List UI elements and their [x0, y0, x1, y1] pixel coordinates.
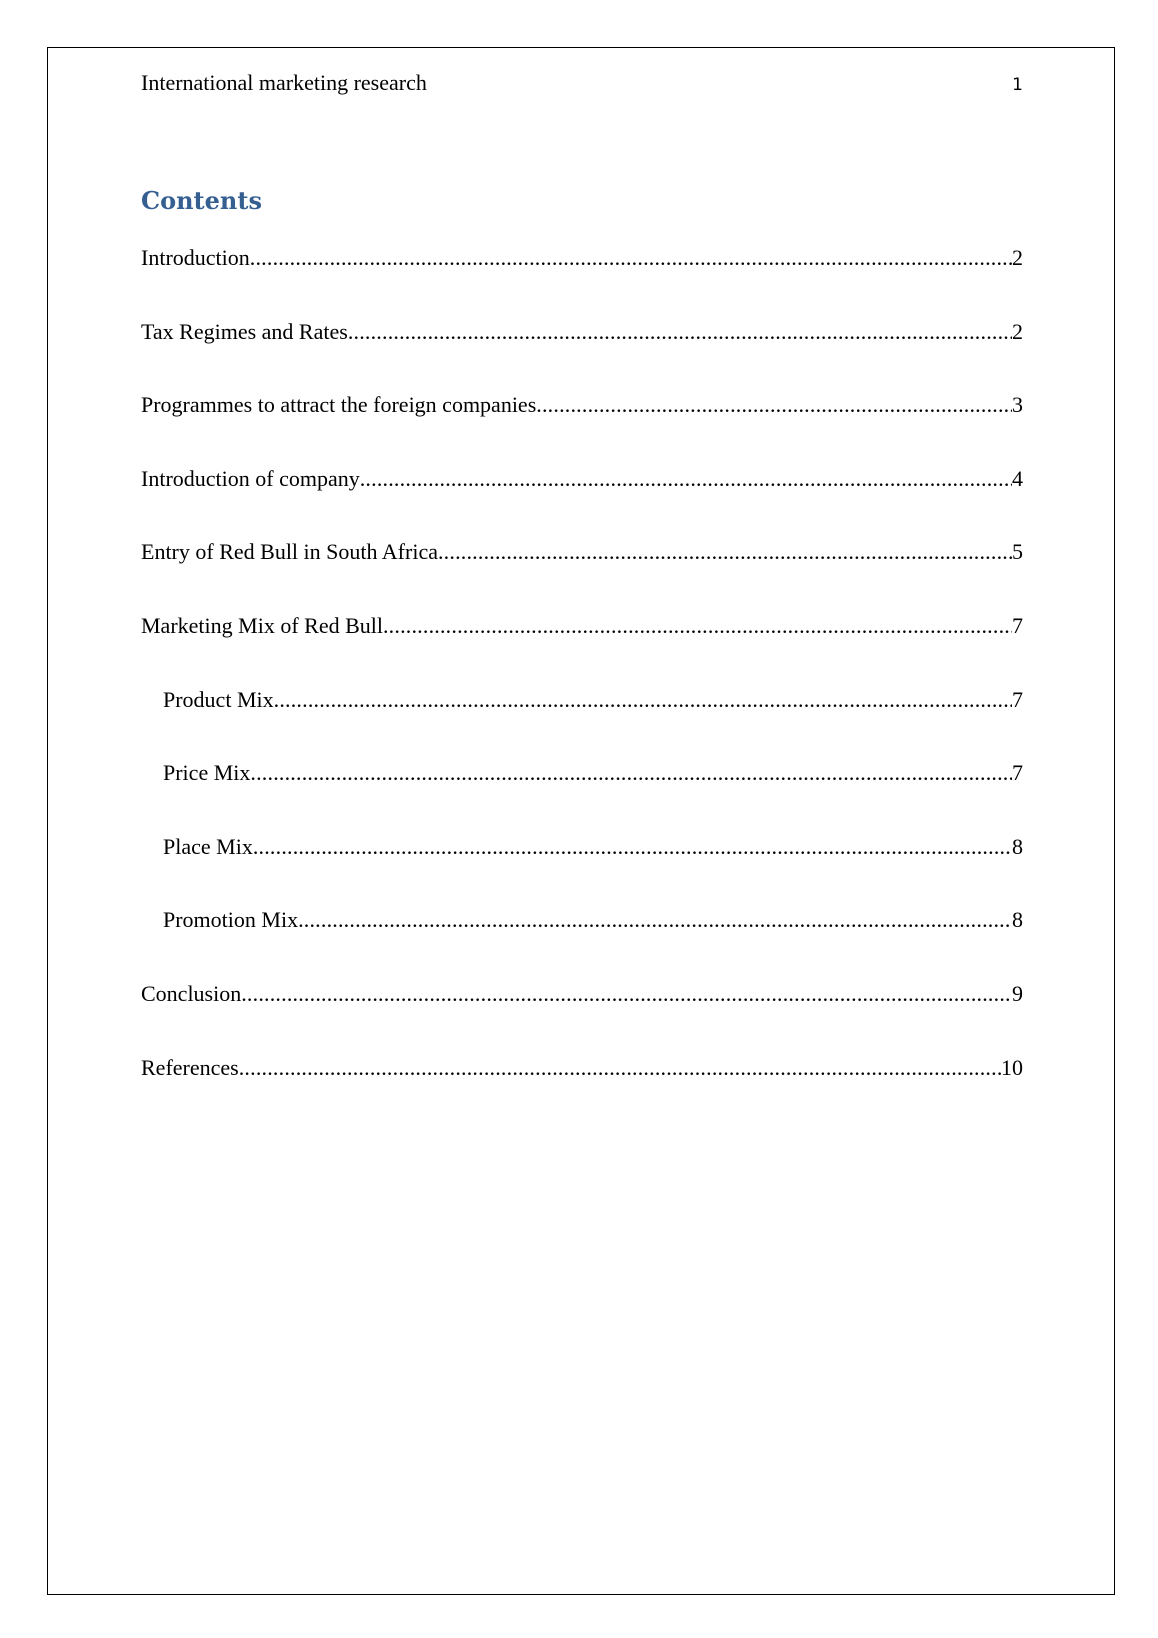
- toc-entry-page: 8: [1012, 907, 1023, 933]
- toc-entry-page: 7: [1012, 686, 1023, 712]
- toc-entry-marketing-mix[interactable]: [141, 611, 1023, 641]
- toc-dot-leader: [253, 832, 1012, 862]
- toc-entry-title: Introduction of company: [141, 465, 360, 491]
- toc-entry-title: Price Mix: [163, 760, 251, 786]
- toc-dot-leader: [239, 1053, 1001, 1083]
- toc-dot-leader: [360, 464, 1012, 494]
- toc-entry-tax-regimes-and-rates[interactable]: [141, 317, 1023, 347]
- toc-dot-leader: [298, 905, 1012, 935]
- toc-entry-page: 10: [1001, 1054, 1023, 1080]
- toc-entry-entry-of-red-bull[interactable]: [141, 537, 1023, 567]
- toc-dot-leader: [274, 685, 1012, 715]
- toc-entry-title: Tax Regimes and Rates: [141, 318, 348, 344]
- toc-entry-title: Product Mix: [163, 686, 274, 712]
- toc-dot-leader: [348, 317, 1012, 347]
- toc-entry-title: Programmes to attract the foreign companies: [141, 392, 537, 418]
- toc-entry-page: 4: [1012, 465, 1023, 491]
- running-header: [141, 68, 1023, 98]
- toc-entry-page: 2: [1012, 318, 1023, 344]
- toc-entry-title: Place Mix: [163, 833, 253, 859]
- toc-entry-introduction[interactable]: [141, 243, 1023, 273]
- toc-entry-price-mix[interactable]: [141, 758, 1023, 788]
- toc-dot-leader: [536, 390, 1012, 420]
- toc-entry-page: 7: [1012, 612, 1023, 638]
- toc-dot-leader: [438, 537, 1012, 567]
- toc-entry-page: 5: [1012, 539, 1023, 565]
- toc-dot-leader: [383, 611, 1012, 641]
- header-title: International marketing research: [141, 70, 427, 95]
- toc-entry-page: 2: [1012, 245, 1023, 270]
- table-of-contents: [141, 243, 1023, 1126]
- toc-heading: Contents: [141, 186, 262, 215]
- toc-entry-title: Entry of Red Bull in South Africa: [141, 539, 438, 565]
- toc-entry-page: 9: [1012, 980, 1023, 1006]
- toc-entry-references[interactable]: [141, 1053, 1023, 1083]
- toc-entry-place-mix[interactable]: [141, 832, 1023, 862]
- toc-entry-conclusion[interactable]: [141, 979, 1023, 1009]
- toc-entry-product-mix[interactable]: [141, 685, 1023, 715]
- toc-entry-title: References: [141, 1054, 239, 1080]
- page-number: 1: [1012, 75, 1023, 95]
- toc-entry-title: Conclusion: [141, 980, 242, 1006]
- toc-entry-page: 8: [1012, 833, 1023, 859]
- toc-dot-leader: [250, 243, 1012, 273]
- toc-entry-page: 3: [1012, 392, 1023, 418]
- toc-entry-introduction-of-company[interactable]: [141, 464, 1023, 494]
- toc-entry-promotion-mix[interactable]: [141, 905, 1023, 935]
- toc-entry-title: Promotion Mix: [163, 907, 299, 933]
- toc-entry-title: Marketing Mix of Red Bull: [141, 612, 383, 638]
- toc-dot-leader: [241, 979, 1012, 1009]
- toc-entry-title: Introduction: [141, 245, 250, 270]
- toc-entry-programmes[interactable]: [141, 390, 1023, 420]
- toc-dot-leader: [250, 758, 1012, 788]
- toc-entry-page: 7: [1012, 760, 1023, 786]
